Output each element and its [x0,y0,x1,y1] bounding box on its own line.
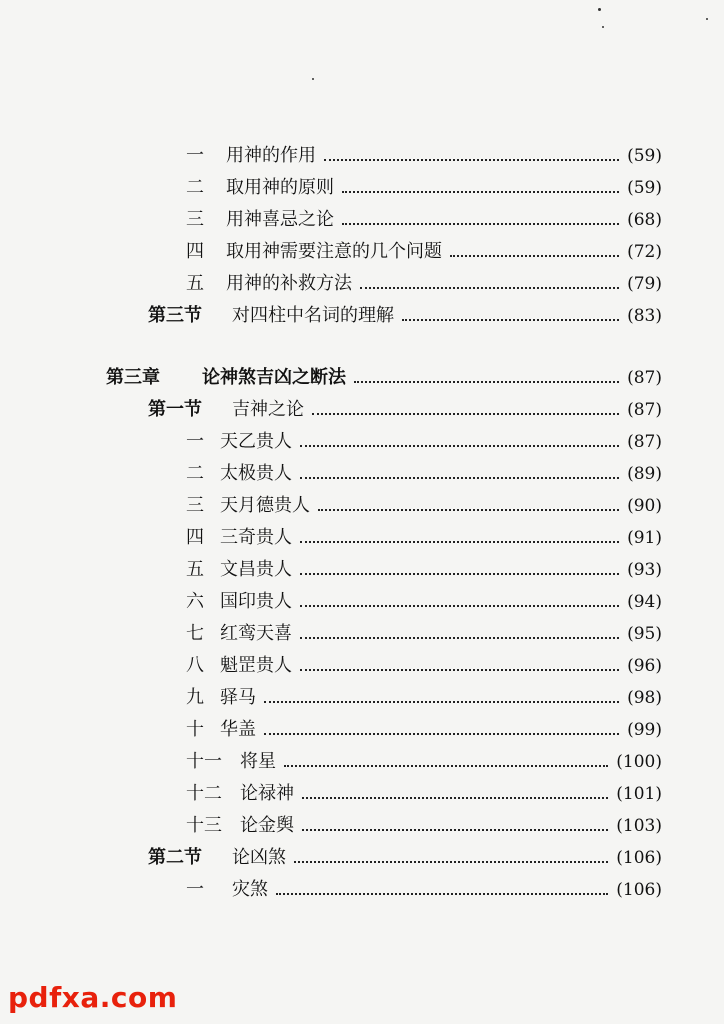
toc-entry-page: (103) [616,816,662,836]
toc-entry-page: (98) [627,688,662,708]
toc-entry-title: 魁罡贵人 [220,655,292,676]
toc-entry-title: 论神煞吉凶之断法 [202,367,346,388]
toc-entry-title: 吉神之论 [232,399,304,420]
leader-dots [264,733,619,735]
toc-entry[interactable] [186,778,662,810]
toc-entry-number: 一 [186,431,204,452]
toc-entry-title: 将星 [240,751,276,772]
toc-entry-title: 太极贵人 [220,463,292,484]
leader-dots [450,255,619,257]
toc-entry-number: 三 [186,495,204,516]
toc-entry[interactable] [186,586,662,618]
leader-dots [342,191,619,193]
toc-entry-number: 七 [186,623,204,644]
toc-entry-number: 十一 [186,751,222,772]
toc-entry[interactable] [186,682,662,714]
toc-entry-page: (87) [627,432,662,452]
toc-entry-title: 论禄神 [240,783,294,804]
toc-entry-number: 第二节 [148,847,202,868]
leader-dots [302,797,608,799]
toc-entry[interactable] [186,204,662,236]
toc-entry-title: 驿马 [220,687,256,708]
toc-entry-page: (87) [627,400,662,420]
toc-chapter-entry[interactable] [106,362,662,394]
toc-entry[interactable] [186,268,662,300]
toc-entry-page: (59) [627,178,662,198]
leader-dots [354,381,619,383]
toc-entry-title: 论凶煞 [232,847,286,868]
toc-entry-page: (68) [627,210,662,230]
leader-dots [302,829,608,831]
toc-entry[interactable] [186,490,662,522]
toc-entry-number: 第三章 [106,367,160,388]
toc-entry-title: 文昌贵人 [220,559,292,580]
scan-speck [598,8,601,11]
toc-entry-title: 灾煞 [232,879,268,900]
toc-entry-title: 用神的作用 [226,145,316,166]
toc-section-entry[interactable] [148,842,662,874]
toc-entry[interactable] [186,140,662,172]
toc-entry-page: (106) [616,848,662,868]
toc-entry-number: 十二 [186,783,222,804]
toc-entry-number: 六 [186,591,204,612]
scan-speck [602,26,604,28]
leader-dots [342,223,619,225]
toc-entry-number: 二 [186,177,204,198]
leader-dots [318,509,619,511]
scan-speck [312,78,314,80]
toc-entry[interactable] [186,650,662,682]
toc-entry-page: (106) [616,880,662,900]
toc-entry-title: 取用神的原则 [226,177,334,198]
toc-entry-number: 五 [186,559,204,580]
toc-entry-title: 用神喜忌之论 [226,209,334,230]
toc-section-entry[interactable] [148,394,662,426]
site-watermark: pdfxa.com [8,981,178,1014]
leader-dots [360,287,619,289]
toc-entry-page: (91) [627,528,662,548]
leader-dots [276,893,608,895]
toc-entry-number: 第一节 [148,399,202,420]
toc-entry-page: (79) [627,274,662,294]
leader-dots [300,477,619,479]
toc-entry-title: 三奇贵人 [220,527,292,548]
toc-entry-number: 四 [186,241,204,262]
toc-entry-page: (101) [616,784,662,804]
toc-entry-page: (93) [627,560,662,580]
toc-entry[interactable] [186,458,662,490]
toc-entry-number: 二 [186,463,204,484]
toc-entry-page: (94) [627,592,662,612]
toc-section-entry[interactable] [148,300,662,332]
toc-entry-title: 天月德贵人 [220,495,310,516]
toc-entry[interactable] [186,554,662,586]
toc-entry-number: 一 [186,879,204,900]
leader-dots [264,701,619,703]
toc-entry-title: 华盖 [220,719,256,740]
leader-dots [300,637,619,639]
toc-entry[interactable] [186,172,662,204]
leader-dots [284,765,608,767]
toc-entry-page: (83) [627,306,662,326]
leader-dots [312,413,619,415]
toc-entry-number: 八 [186,655,204,676]
toc-entry[interactable] [186,874,662,906]
scan-speck [706,18,708,20]
leader-dots [402,319,619,321]
toc-entry-page: (99) [627,720,662,740]
leader-dots [300,669,619,671]
toc-entry-page: (96) [627,656,662,676]
leader-dots [300,605,619,607]
toc-entry-page: (59) [627,146,662,166]
leader-dots [300,445,619,447]
toc-entry-title: 取用神需要注意的几个问题 [226,241,442,262]
toc-entry[interactable] [186,714,662,746]
leader-dots [324,159,619,161]
toc-entry-title: 天乙贵人 [220,431,292,452]
toc-entry-page: (95) [627,624,662,644]
toc-entry-page: (87) [627,368,662,388]
toc-entry-title: 论金舆 [240,815,294,836]
toc-entry-page: (90) [627,496,662,516]
toc-entry[interactable] [186,522,662,554]
toc-entry[interactable] [186,810,662,842]
leader-dots [300,573,619,575]
toc-entry-number: 三 [186,209,204,230]
toc-entry-number: 五 [186,273,204,294]
toc-entry-number: 四 [186,527,204,548]
leader-dots [300,541,619,543]
toc-entry[interactable] [186,236,662,268]
toc-entry[interactable] [186,618,662,650]
toc-entry-page: (72) [627,242,662,262]
toc-entry[interactable] [186,746,662,778]
toc-entry-number: 第三节 [148,305,202,326]
toc-entry-page: (89) [627,464,662,484]
toc-entry-number: 十 [186,719,204,740]
toc-entry-title: 用神的补救方法 [226,273,352,294]
toc-entry-title: 红鸾天喜 [220,623,292,644]
toc-entry-number: 十三 [186,815,222,836]
leader-dots [294,861,608,863]
toc-entry-number: 九 [186,687,204,708]
toc-entry-title: 国印贵人 [220,591,292,612]
toc-entry-number: 一 [186,145,204,166]
toc-entry[interactable] [186,426,662,458]
toc-entry-title: 对四柱中名词的理解 [232,305,394,326]
toc-entry-page: (100) [616,752,662,772]
